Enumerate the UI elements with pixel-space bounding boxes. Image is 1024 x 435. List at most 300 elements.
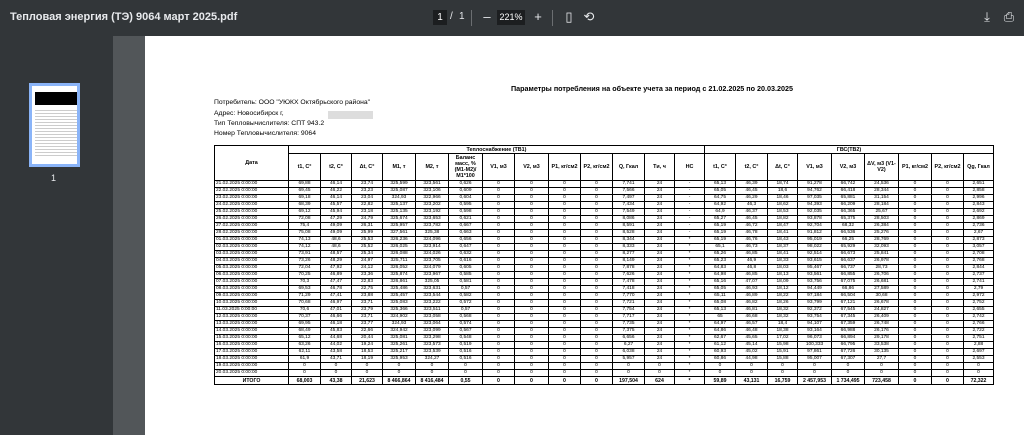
value-cell: 0 xyxy=(289,363,321,370)
value-cell: 2,655 xyxy=(964,307,994,314)
value-cell: 325,953 xyxy=(383,356,416,363)
value-cell: 75,4 xyxy=(289,223,321,230)
value-cell: 22,75 xyxy=(352,286,383,293)
value-cell: 0 xyxy=(289,370,321,377)
value-cell: 48,6 xyxy=(321,237,352,244)
value-cell: 92,514 xyxy=(798,251,832,258)
total-cell: 59,89 xyxy=(705,377,736,385)
value-cell: 0,626 xyxy=(449,181,483,188)
value-cell: 0 xyxy=(581,356,613,363)
total-cell: 0 xyxy=(932,377,964,385)
value-cell: 2,722 xyxy=(964,328,994,335)
value-cell: 0 xyxy=(515,342,549,349)
table-row xyxy=(215,314,994,321)
value-cell: 326,861 xyxy=(383,279,416,286)
value-cell: 325,957 xyxy=(383,223,416,230)
value-cell: * xyxy=(675,251,705,258)
value-cell: 27,7 xyxy=(865,356,899,363)
value-cell: 0 xyxy=(483,328,515,335)
value-cell: 92,035 xyxy=(798,209,832,216)
value-cell: 46,14 xyxy=(321,195,352,202)
column-header: M2, т xyxy=(416,154,449,181)
value-cell: 26,176 xyxy=(865,328,899,335)
value-cell: 23,74 xyxy=(352,181,383,188)
column-header: ΔV, м3 (V1-V2) xyxy=(865,154,899,181)
value-cell: 323,914 xyxy=(416,244,449,251)
value-cell: 69,18 xyxy=(289,195,321,202)
value-cell: 2,67 xyxy=(964,230,994,237)
value-cell: 0 xyxy=(899,349,932,356)
value-cell: 65,27 xyxy=(705,216,736,223)
value-cell: 24,12 xyxy=(352,265,383,272)
value-cell: 0 xyxy=(899,307,932,314)
zoom-in-button[interactable]: + xyxy=(534,9,542,24)
value-cell: 65,05 xyxy=(705,286,736,293)
total-cell: 0 xyxy=(515,377,549,385)
value-cell: 64,92 xyxy=(705,202,736,209)
value-cell: 0 xyxy=(483,307,515,314)
value-cell: 24 xyxy=(645,223,675,230)
value-cell: 0 xyxy=(549,188,581,195)
value-cell: 0 xyxy=(515,349,549,356)
value-cell: 0 xyxy=(581,265,613,272)
thumbnail-page-label: 1 xyxy=(51,173,57,183)
value-cell: 0 xyxy=(483,321,515,328)
value-cell: 0 xyxy=(321,363,352,370)
table-row xyxy=(215,237,994,244)
value-cell: 0 xyxy=(515,335,549,342)
value-cell: 323,202 xyxy=(416,202,449,209)
column-header: P1, кг/см2 xyxy=(899,154,932,181)
value-cell: 0 xyxy=(515,293,549,300)
value-cell: 0 xyxy=(581,363,613,370)
value-cell: 0 xyxy=(483,279,515,286)
value-cell: 0 xyxy=(932,335,964,342)
value-cell: 48,29 xyxy=(321,258,352,265)
value-cell: 0 xyxy=(932,216,964,223)
value-cell: 24 xyxy=(645,286,675,293)
value-cell: 30,135 xyxy=(865,349,899,356)
value-cell: 93,754 xyxy=(798,314,832,321)
value-cell: 0,581 xyxy=(449,279,483,286)
value-cell: 31,154 xyxy=(865,195,899,202)
value-cell: 24 xyxy=(645,349,675,356)
value-cell: 73,91 xyxy=(289,251,321,258)
value-cell: 65,23 xyxy=(705,258,736,265)
value-cell: 28,73 xyxy=(865,265,899,272)
value-cell: 67,121 xyxy=(832,300,865,307)
value-cell: 2,752 xyxy=(964,300,994,307)
value-cell: 18,22 xyxy=(768,293,798,300)
download-icon[interactable]: ⤓ xyxy=(984,9,990,24)
value-cell: 18,6 xyxy=(768,188,798,195)
value-cell: 65,19 xyxy=(705,223,736,230)
calculator-type-line: Тип Тепловычислителя: СПТ 943.2 xyxy=(214,120,325,127)
value-cell: 325,261 xyxy=(383,342,416,349)
value-cell: 25,34 xyxy=(352,251,383,258)
value-cell: 46,29 xyxy=(736,195,768,202)
value-cell: 0 xyxy=(932,258,964,265)
table-row xyxy=(215,230,994,237)
address-line: Адрес: Новосибирск г, xyxy=(214,110,284,117)
value-cell: 65,05 xyxy=(705,188,736,195)
value-cell: 0 xyxy=(483,335,515,342)
value-cell: 65,1 xyxy=(705,244,736,251)
value-cell: 24 xyxy=(645,251,675,258)
value-cell: 0 xyxy=(964,370,994,377)
date-cell: 18.03.2025 0:00:00 xyxy=(215,356,289,363)
value-cell: * xyxy=(675,279,705,286)
value-cell: 0 xyxy=(483,230,515,237)
value-cell: 0,616 xyxy=(449,258,483,265)
value-cell: 325,135 xyxy=(383,209,416,216)
zoom-out-button[interactable]: – xyxy=(483,9,491,24)
zoom-input[interactable]: 221% xyxy=(497,10,525,25)
value-cell: 0 xyxy=(581,230,613,237)
value-cell: 0 xyxy=(932,307,964,314)
value-cell: 46,8 xyxy=(736,265,768,272)
value-cell: 325,457 xyxy=(383,293,416,300)
total-label: ИТОГО xyxy=(215,377,289,385)
value-cell: 69,53 xyxy=(289,286,321,293)
value-cell: 18,13 xyxy=(768,272,798,279)
value-cell: 0,609 xyxy=(449,188,483,195)
value-cell: 66,86 xyxy=(832,286,865,293)
value-cell: 23,36 xyxy=(352,272,383,279)
value-cell: 94,449 xyxy=(798,286,832,293)
value-cell: 323,539 xyxy=(416,349,449,356)
value-cell: 0 xyxy=(899,328,932,335)
value-cell: 61,9 xyxy=(289,356,321,363)
value-cell: 65,929 xyxy=(832,244,865,251)
value-cell: 8,591 xyxy=(613,223,645,230)
date-cell: 04.03.2025 0:00:00 xyxy=(215,258,289,265)
column-header: V1, м3 xyxy=(798,154,832,181)
value-cell: 0 xyxy=(899,342,932,349)
date-cell: 15.03.2025 0:00:00 xyxy=(215,335,289,342)
value-cell: 327,561 xyxy=(383,230,416,237)
value-cell: 25,67 xyxy=(865,209,899,216)
value-cell: 64,83 xyxy=(705,265,736,272)
value-cell: 0 xyxy=(899,300,932,307)
column-header: Tи, ч xyxy=(645,154,675,181)
value-cell: 24,79 xyxy=(352,216,383,223)
value-cell: 69,88 xyxy=(289,181,321,188)
value-cell: 18,82 xyxy=(768,216,798,223)
value-cell: 0 xyxy=(515,181,549,188)
value-cell: 0 xyxy=(483,209,515,216)
value-cell: 0 xyxy=(645,370,675,377)
value-cell: 0,516 xyxy=(449,356,483,363)
value-cell: 18,03 xyxy=(768,265,798,272)
value-cell: 26,681 xyxy=(865,279,899,286)
value-cell: 92,704 xyxy=(798,223,832,230)
value-cell: 0 xyxy=(932,237,964,244)
value-cell: 0 xyxy=(932,300,964,307)
thumbnail-header-block xyxy=(35,92,77,105)
value-cell: 0 xyxy=(899,251,932,258)
value-cell: 0 xyxy=(932,202,964,209)
value-cell: 0 xyxy=(613,363,645,370)
value-cell: 8,086 xyxy=(613,216,645,223)
value-cell: 18,41 xyxy=(768,251,798,258)
value-cell: 18,32 xyxy=(768,314,798,321)
value-cell: 24 xyxy=(645,237,675,244)
value-cell: - xyxy=(675,181,705,188)
value-cell: 0 xyxy=(899,181,932,188)
value-cell: 0 xyxy=(736,363,768,370)
value-cell: 2,996 xyxy=(964,195,994,202)
page-number-input[interactable]: 1 xyxy=(433,10,447,25)
value-cell: 325,486 xyxy=(383,286,416,293)
value-cell: 69,45 xyxy=(289,188,321,195)
value-cell: 23,79 xyxy=(352,307,383,314)
value-cell: 0 xyxy=(899,216,932,223)
value-cell: 0 xyxy=(515,216,549,223)
value-cell: 24 xyxy=(645,216,675,223)
value-cell: 0 xyxy=(321,370,352,377)
value-cell: 29,178 xyxy=(865,335,899,342)
value-cell: 2,751 xyxy=(964,335,994,342)
value-cell: 66,637 xyxy=(832,258,865,265)
value-cell: 46,68 xyxy=(736,314,768,321)
value-cell: 323,573 xyxy=(416,342,449,349)
table-row xyxy=(215,279,994,286)
value-cell: 24 xyxy=(645,356,675,363)
value-cell: 46,78 xyxy=(736,230,768,237)
value-cell: 2,737 xyxy=(964,272,994,279)
value-cell: 18,38 xyxy=(768,328,798,335)
value-cell: 2,697 xyxy=(964,349,994,356)
value-cell: - xyxy=(675,188,705,195)
value-cell: 0 xyxy=(515,286,549,293)
value-cell: 46,39 xyxy=(736,181,768,188)
group-header-gvs: ГВС(ТВ2) xyxy=(705,146,994,154)
value-cell: 23,77 xyxy=(352,321,383,328)
value-cell: 326,236 xyxy=(383,237,416,244)
value-cell: 0 xyxy=(515,300,549,307)
value-cell: 0 xyxy=(865,370,899,377)
value-cell: 0 xyxy=(416,363,449,370)
value-cell: 27,589 xyxy=(865,286,899,293)
value-cell: 324,902 xyxy=(383,314,416,321)
value-cell: 0 xyxy=(549,342,581,349)
rotate-icon[interactable]: ⟲ xyxy=(583,9,595,24)
value-cell: 0 xyxy=(581,370,613,377)
fit-page-icon[interactable]: ▯ xyxy=(565,9,573,24)
value-cell: * xyxy=(675,286,705,293)
value-cell: 0 xyxy=(581,300,613,307)
value-cell: 95,019 xyxy=(798,237,832,244)
value-cell: 7,770 xyxy=(613,293,645,300)
value-cell: 323,058 xyxy=(416,314,449,321)
value-cell: 325,38 xyxy=(416,230,449,237)
report-title: Параметры потребления на объекте учета за период с 21.02.2025 по 20.03.2025 xyxy=(511,84,794,93)
value-cell: 7,878 xyxy=(613,265,645,272)
value-cell: 46,14 xyxy=(321,181,352,188)
total-cell: 2 457,953 xyxy=(798,377,832,385)
value-cell: 0 xyxy=(932,328,964,335)
value-cell: * xyxy=(675,258,705,265)
value-cell: 46,85 xyxy=(736,272,768,279)
value-cell: 0 xyxy=(549,181,581,188)
value-cell: 2,843 xyxy=(964,202,994,209)
value-cell: 66,365 xyxy=(832,209,865,216)
value-cell: 97,035 xyxy=(798,195,832,202)
value-cell: 93,561 xyxy=(798,272,832,279)
value-cell: 0 xyxy=(705,370,736,377)
value-cell: 74,13 xyxy=(289,237,321,244)
value-cell: 46,89 xyxy=(321,272,352,279)
date-cell: 08.03.2025 0:00:00 xyxy=(215,286,289,293)
value-cell: 324,27 xyxy=(416,356,449,363)
value-cell: * xyxy=(675,314,705,321)
value-cell: 0,605 xyxy=(449,265,483,272)
value-cell: 43,58 xyxy=(321,349,352,356)
value-cell: 0 xyxy=(581,237,613,244)
value-cell: 0 xyxy=(932,363,964,370)
value-cell: 66,742 xyxy=(832,181,865,188)
table-row xyxy=(215,244,994,251)
value-cell: 0 xyxy=(483,314,515,321)
value-cell: 0 xyxy=(483,237,515,244)
column-header: P2, кг/см2 xyxy=(932,154,964,181)
date-cell: 03.03.2025 0:00:00 xyxy=(215,251,289,258)
value-cell: 24 xyxy=(645,293,675,300)
value-cell: 23,23 xyxy=(352,188,383,195)
value-cell: 95,467 xyxy=(798,265,832,272)
value-cell: 24 xyxy=(645,335,675,342)
table-row xyxy=(215,370,994,377)
value-cell: 0 xyxy=(932,286,964,293)
value-cell: 66,855 xyxy=(832,272,865,279)
value-cell: 95,007 xyxy=(798,356,832,363)
value-cell: 26,678 xyxy=(865,300,899,307)
total-cell: 43,131 xyxy=(736,377,768,385)
date-cell: 09.03.2025 0:00:00 xyxy=(215,293,289,300)
value-cell: 2,844 xyxy=(964,265,994,272)
value-cell: 0,632 xyxy=(449,251,483,258)
date-cell: 13.03.2025 0:00:00 xyxy=(215,321,289,328)
value-cell: 46,22 xyxy=(321,188,352,195)
table-body xyxy=(215,181,994,377)
value-cell: 0 xyxy=(483,251,515,258)
date-cell: 17.03.2025 0:00:00 xyxy=(215,349,289,356)
value-cell: 66,795 xyxy=(832,342,865,349)
table-row xyxy=(215,328,994,335)
value-cell: 98,022 xyxy=(798,244,832,251)
value-cell: 46,97 xyxy=(321,300,352,307)
value-cell: 46,78 xyxy=(321,286,352,293)
page-total: 1 xyxy=(459,11,465,22)
value-cell: 0 xyxy=(483,202,515,209)
value-cell: 0 xyxy=(483,356,515,363)
value-cell: 0 xyxy=(581,349,613,356)
value-cell: 6,27 xyxy=(613,342,645,349)
value-cell: 0 xyxy=(581,209,613,216)
column-header: t1, C° xyxy=(705,154,736,181)
value-cell: 325,711 xyxy=(383,258,416,265)
date-cell: 07.03.2025 0:00:00 xyxy=(215,279,289,286)
date-cell: 26.02.2025 0:00:00 xyxy=(215,216,289,223)
value-cell: 0 xyxy=(899,335,932,342)
value-cell: 0 xyxy=(483,195,515,202)
value-cell: 0 xyxy=(899,370,932,377)
value-cell: 2,768 xyxy=(964,258,994,265)
value-cell: 0 xyxy=(352,363,383,370)
value-cell: 66,737 xyxy=(832,265,865,272)
value-cell: 0,574 xyxy=(449,321,483,328)
value-cell: 65,11 xyxy=(705,293,736,300)
value-cell: 67,359 xyxy=(832,321,865,328)
value-cell: 0 xyxy=(549,209,581,216)
total-row xyxy=(215,377,994,385)
value-cell: 0 xyxy=(549,293,581,300)
value-cell: 65 xyxy=(705,314,736,321)
value-cell: 0 xyxy=(515,209,549,216)
value-cell: 74,12 xyxy=(289,244,321,251)
value-cell: 0 xyxy=(549,202,581,209)
value-cell: 46,72 xyxy=(736,223,768,230)
value-cell: 0 xyxy=(515,202,549,209)
value-cell: 2,692 xyxy=(964,209,994,216)
value-cell: 0 xyxy=(899,258,932,265)
value-cell: 18,12 xyxy=(768,286,798,293)
value-cell: 66,209 xyxy=(832,202,865,209)
value-cell: 0 xyxy=(899,202,932,209)
value-cell: 2,858 xyxy=(964,188,994,195)
value-cell: 7,375 xyxy=(613,328,645,335)
total-cell: 0 xyxy=(581,377,613,385)
value-cell: 26,748 xyxy=(865,321,899,328)
value-cell: 92,372 xyxy=(798,307,832,314)
value-cell: 0 xyxy=(932,370,964,377)
value-cell: 0 xyxy=(899,272,932,279)
value-cell: 66,536 xyxy=(832,230,865,237)
value-cell: 24 xyxy=(645,342,675,349)
value-cell: 0 xyxy=(483,244,515,251)
value-cell: 45,14 xyxy=(736,342,768,349)
value-cell: 46,18 xyxy=(321,321,352,328)
value-cell: 0 xyxy=(581,223,613,230)
value-cell: 322,966 xyxy=(416,195,449,202)
value-cell: 24,97 xyxy=(352,258,383,265)
value-cell: 324,079 xyxy=(416,265,449,272)
value-cell: 91,812 xyxy=(798,230,832,237)
table-row xyxy=(215,307,994,314)
value-cell: 0 xyxy=(613,370,645,377)
value-cell: 0 xyxy=(515,314,549,321)
value-cell: 0 xyxy=(549,286,581,293)
value-cell: * xyxy=(675,244,705,251)
value-cell: 5,957 xyxy=(613,356,645,363)
value-cell: 0 xyxy=(581,195,613,202)
value-cell: 15,91 xyxy=(768,349,798,356)
page-thumbnail[interactable] xyxy=(29,83,80,167)
value-cell: 323,561 xyxy=(416,181,449,188)
total-cell: 723,458 xyxy=(865,377,899,385)
value-cell: 46,85 xyxy=(736,251,768,258)
value-cell: * xyxy=(675,293,705,300)
value-cell: 0 xyxy=(581,188,613,195)
value-cell: 0 xyxy=(483,265,515,272)
print-icon[interactable]: ⎙ xyxy=(1003,9,1015,24)
value-cell: 0 xyxy=(899,293,932,300)
value-cell: 28,344 xyxy=(865,188,899,195)
value-cell: 2,651 xyxy=(964,181,994,188)
value-cell: 325,217 xyxy=(383,349,416,356)
total-cell: 68,003 xyxy=(289,377,321,385)
